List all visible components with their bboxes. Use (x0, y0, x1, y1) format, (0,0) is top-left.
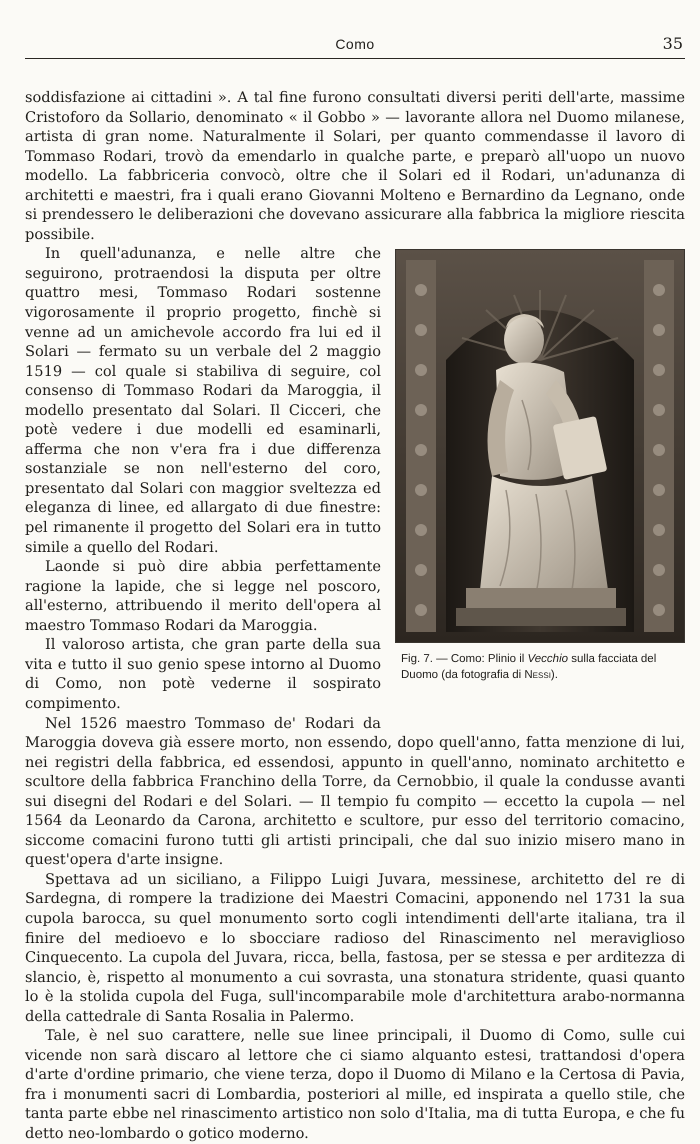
running-header (25, 34, 685, 59)
caption-italic: Vecchio (527, 653, 569, 666)
paragraph: Tale, è nel suo carattere, nelle sue linee principali, il Duomo di Como, sulle cui vicende non sarà discaro al lettore che ci siamo alquanto estesi, trattandosi d'opera d'arte d'ordine primario, che viene terza, dopo il Duomo di Milano e la Certosa di Pavia, fra i monumenti sacri di Lombardia, posteriori al mille, ed inspirata a quello stile, che tanta parte ebbe nel rinascimento artistico non solo d'Italia, ma di tutta Europa, e che fu detto neo-lombardo o gotico moderno. (25, 1027, 685, 1142)
figure-caption (401, 651, 671, 683)
caption-suffix: ). (550, 669, 558, 682)
statue-photo (395, 249, 685, 643)
body-text (25, 88, 685, 1144)
caption-middle: sulla facciata del Duomo (da fotografia di (401, 653, 657, 682)
figure (395, 244, 685, 714)
paragraph: Spettava ad un siciliano, a Filippo Luigi Juvara, messinese, architetto del re di Sardegna, di rompere la tradizione dei Maestri Comacini, apponendo nel 1731 la sua cupola barocca, su quel monumento sorto cogli intendimenti dell'arte italiana, tra il finire del medioevo e lo sbocciare radioso del Rinascimento nel meraviglioso Cinquecento. La cupola del Juvara, ricca, bella, fastosa, per se stessa e per arditezza di slancio, è, rispetto al monumento a cui sovrasta, una stonatura stridente, quasi quanto lo è la stolida cupola del Fuga, sull'incomparabile mole d'architettura arabo-normanna della cattedrale di Santa Rosalia in Palermo. (25, 870, 685, 1025)
header-title: Como (335, 36, 375, 52)
page-number: 35 (662, 34, 683, 53)
caption-prefix: Fig. 7. — Como: Plinio il (401, 653, 528, 666)
paragraph: In quell'adunanza, e nelle altre che seguirono, protraendosi la disputa per oltre quattro mesi, Tommaso Rodari sostenne vigorosamente il proprio progetto, finchè si venne ad un amichevole accordo fra lui ed il Solari — fermato su un verbale del 2 maggio 1519 — col quale si stabiliva di seguire, col consenso di Tommaso Rodari da Maroggia, il modello presentato dal Solari. Il Cicceri, che potè vedere i due modelli ed esaminarli, afferma che non v'era fra i due differenza sostanziale se non nell'esterno del coro, presentato dal Solari con maggior sveltezza ed eleganza di linee, ed allargato di due finestre: pel rimanente il progetto del Solari era in tutto simile a quello del Rodari. (25, 245, 381, 556)
paragraph: soddisfazione ai cittadini ». A tal fine furono consultati diversi periti dell'arte, massime Cristoforo da Sollario, denominato « il Gobbo » — lavorante allora nel Duomo milanese, artista di gran nome. Naturalmente il Solari, per quanto commendasse il lavoro di Tommaso Rodari, trovò da emendarlo in qualche parte, e preparò all'uopo un nuovo modello. La fabbriceria convocò, oltre che il Solari ed il Rodari, un'adunanza di architetti e maestri, fra i quali erano Giovanni Molteno e Bernardino da Legnano, onde si prendessero le deliberazioni che dovevano assicurare alla fabbrica la migliore riescita possibile. (25, 89, 685, 243)
paragraph: Nel 1526 maestro Tommaso de' Rodari da Maroggia doveva già essere morto, non essendo, dopo quell'anno, fatta menzione di lui, nei registri della fabbrica, ed essendosi, appunto in quell'anno, nominato architetto e scultore della fabbrica Franchino della Torre, da Cernobbio, il quale la condusse avanti sui disegni del Rodari e del Solari. — Il tempio fu compito — eccetto la cupola — nel 1564 da Leonardo da Carona, architetto e scultore, pur esso del territorio comacino, siccome comacini furono tutti gli artisti principali, che dal suo inizio misero mano in quest'opera d'arte insigne. (25, 714, 685, 869)
pliny-statue-illustration (396, 250, 684, 642)
paragraph: Laonde si può dire abbia perfettamente ragione la lapide, che si legge nel poscoro, all'esterno, attribuendo il merito dell'opera al maestro Tommaso Rodari da Maroggia. (25, 558, 381, 634)
caption-photographer: Nessi (524, 669, 551, 682)
paragraph: Il valoroso artista, che gran parte della sua vita e tutto il suo genio spese intorno al Duomo di Como, non potè vederne il sospirato compimento. (25, 636, 381, 712)
